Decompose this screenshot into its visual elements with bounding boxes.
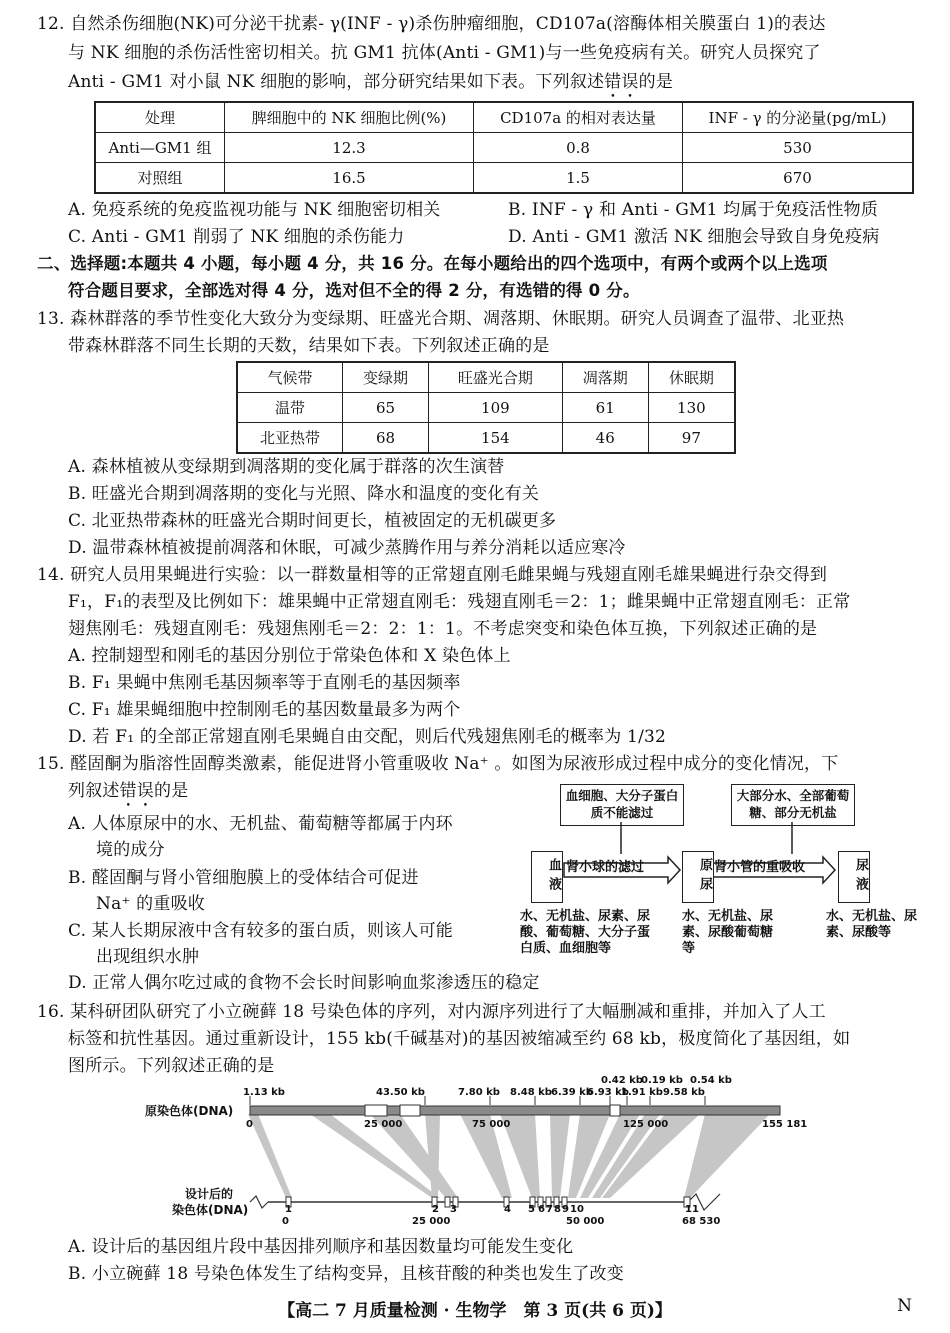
q13-cell: 温带 <box>237 393 343 423</box>
new-mark: 6 <box>538 1204 545 1215</box>
q12-th-2: CD107a 的相对表达量 <box>474 102 683 133</box>
box-blood: 血液 <box>531 851 563 903</box>
size-label: 6.39 kb <box>551 1087 593 1098</box>
q15-option-b-line2: Na⁺ 的重吸收 <box>96 894 205 914</box>
size-label: 0.19 kb <box>641 1075 683 1086</box>
q14-option-c: C. F₁ 雄果蝇细胞中控制刚毛的基因数量最多为两个 <box>68 700 461 720</box>
original-chromosome-label: 原染色体(DNA) <box>145 1104 234 1118</box>
q13-option-a: A. 森林植被从变绿期到凋落期的变化属于群落的次生演替 <box>68 457 505 477</box>
size-label: 0.54 kb <box>690 1075 732 1086</box>
q16-stem-line2: 标签和抗性基因。通过重新设计，155 kb(千碱基对)的基因被缩减至约 68 kb，极度简化了基因组，如 <box>68 1029 851 1049</box>
q12-cell: 1.5 <box>474 163 683 194</box>
q13-table <box>236 361 736 454</box>
q12-cell: 0.8 <box>474 133 683 163</box>
diagram-note-reabsorption: 大部分水、全部葡萄糖、部分无机盐 <box>731 784 855 826</box>
size-label: 6.93 kb <box>587 1087 629 1098</box>
q13-cell: 北亚热带 <box>237 423 343 454</box>
map-band <box>550 1114 570 1198</box>
q13-cell: 154 <box>428 423 562 454</box>
q15-emphasis: 错误 <box>119 781 155 801</box>
contents-urine: 水、无机盐、尿素、尿酸等 <box>826 909 918 940</box>
q12-th-0: 处理 <box>95 102 225 133</box>
q15-stem-text: 列叙述 <box>68 781 120 801</box>
q12-option-b: B. INF - γ 和 Anti - GM1 均属于免疫活性物质 <box>508 200 879 220</box>
size-label: 7.80 kb <box>458 1087 500 1098</box>
q16-stem-line1: 16. 某科研团队研究了小立碗藓 18 号染色体的序列，对内源序列进行了大幅删减和重排，并加入了人工 <box>37 1002 826 1022</box>
size-label: 1.91 kb <box>621 1087 663 1098</box>
new-tick: 50 000 <box>566 1216 605 1227</box>
q12-th-1: 脾细胞中的 NK 细胞比例(%) <box>225 102 474 133</box>
q13-cell: 68 <box>343 423 429 454</box>
q12-stem-line1: 12. 自然杀伤细胞(NK)可分泌干扰素- γ(INF - γ)杀伤肿瘤细胞，CD107a(溶酶体相关膜蛋白 1)的表达 <box>37 14 826 34</box>
q12-cell: 对照组 <box>95 163 225 194</box>
size-label: 0.42 kb <box>601 1075 643 1086</box>
q13-stem-line1: 13. 森林群落的季节性变化大致分为变绿期、旺盛光合期、凋落期、休眠期。研究人员调查了温带、北亚热 <box>37 309 845 329</box>
q13-cell: 130 <box>648 393 735 423</box>
q13-th-1: 变绿期 <box>343 362 429 393</box>
new-mark: 11 <box>685 1204 699 1215</box>
new-mark: 7 <box>546 1204 553 1215</box>
designed-chromosome-label-1: 设计后的 <box>185 1187 234 1201</box>
box-primary-urine: 原尿 <box>682 851 714 903</box>
q13-option-b: B. 旺盛光合期到凋落期的变化与光照、降水和温度的变化有关 <box>68 484 540 504</box>
q14-stem-line3: 翅焦刚毛：残翅直刚毛：残翅焦刚毛＝2：2：1：1。不考虑突变和染色体互换，下列叙述正确的是 <box>68 619 818 639</box>
q12-th-3: INF - γ 的分泌量(pg/mL) <box>683 102 914 133</box>
original-chromosome-bar <box>250 1106 780 1115</box>
deleted-segment <box>365 1105 387 1116</box>
q13-cell: 61 <box>562 393 648 423</box>
page-footer: 【高二 7 月质量检测 · 生物学 第 3 页(共 6 页)】 <box>278 1301 672 1321</box>
q14-option-a: A. 控制翅型和刚毛的基因分别位于常染色体和 X 染色体上 <box>68 646 511 666</box>
map-band <box>248 1114 292 1198</box>
q15-option-d: D. 正常人偶尔吃过咸的食物不会长时间影响血浆渗透压的稳定 <box>68 973 540 993</box>
q15-option-c-line2: 出现组织水肿 <box>96 947 200 967</box>
q13-th-4: 休眠期 <box>648 362 735 393</box>
section2-heading-line1: 二、选择题:本题共 4 小题，每小题 4 分，共 16 分。在每小题给出的四个选项中，有两个或两个以上选项 <box>37 254 828 273</box>
arrow-label-filtration: 肾小球的滤过 <box>566 860 645 875</box>
q12-cell: 530 <box>683 133 914 163</box>
size-label: 1.13 kb <box>243 1087 285 1098</box>
q13-th-3: 凋落期 <box>562 362 648 393</box>
designed-chromosome-label-2: 染色体(DNA) <box>172 1203 249 1217</box>
new-mark: 5 <box>528 1204 535 1215</box>
q15-stem-line2 <box>68 779 188 811</box>
q15-option-c-line1: C. 某人长期尿液中含有较多的蛋白质，则该人可能 <box>68 921 454 941</box>
q16-option-a: A. 设计后的基因组片段中基因排列顺序和基因数量均可能发生变化 <box>68 1237 574 1257</box>
q12-stem-line2: 与 NK 细胞的杀伤活性密切相关。抗 GM1 抗体(Anti - GM1)与一些免疫病有关。研究人员探究了 <box>68 43 821 63</box>
q12-option-a: A. 免疫系统的免疫监视功能与 NK 细胞密切相关 <box>68 200 441 220</box>
q15-stem-end: 的是 <box>154 781 189 801</box>
orig-tick: 75 000 <box>472 1119 511 1130</box>
q12-stem-end: 的是 <box>638 72 674 92</box>
q13-th-2: 旺盛光合期 <box>428 362 562 393</box>
q14-stem-line2: F₁，F₁的表型及比例如下：雄果蝇中正常翅直刚毛：残翅直刚毛＝2：1；雌果蝇中正常翅直刚毛：正常 <box>68 592 851 612</box>
q12-option-c: C. Anti - GM1 削弱了 NK 细胞的杀伤能力 <box>68 227 405 247</box>
new-mark: 8 <box>554 1204 561 1215</box>
q16-stem-line3: 图所示。下列叙述正确的是 <box>68 1056 275 1076</box>
q15-option-a-line2: 境的成分 <box>96 840 165 860</box>
orig-tick: 155 181 <box>762 1119 808 1130</box>
q12-cell: Anti—GM1 组 <box>95 133 225 163</box>
section2-heading-line2: 符合题目要求，全部选对得 4 分，选对但不全的得 2 分，有选错的得 0 分。 <box>68 281 640 300</box>
new-mark: 9 <box>562 1204 569 1215</box>
orig-tick: 0 <box>246 1119 253 1130</box>
orig-tick: 25 000 <box>364 1119 403 1130</box>
q12-cell: 12.3 <box>225 133 474 163</box>
new-tick: 68 530 <box>682 1216 721 1227</box>
q13-cell: 97 <box>648 423 735 454</box>
new-mark: 10 <box>570 1204 584 1215</box>
box-urine: 尿液 <box>838 851 870 903</box>
size-label: 8.48 kb <box>510 1087 552 1098</box>
q13-cell: 46 <box>562 423 648 454</box>
break-symbol-left <box>250 1196 268 1208</box>
new-mark: 1 <box>285 1204 292 1215</box>
q12-stem-text: Anti - GM1 对小鼠 NK 细胞的影响，部分研究结果如下表。下列叙述 <box>68 72 605 92</box>
new-tick: 25 000 <box>412 1216 451 1227</box>
q15-option-b-line1: B. 醛固酮与肾小管细胞膜上的受体结合可促进 <box>68 868 419 888</box>
new-mark: 4 <box>504 1204 511 1215</box>
q14-option-d: D. 若 F₁ 的全部正常翅直刚毛果蝇自由交配，则后代残翅焦刚毛的概率为 1/32 <box>68 727 667 747</box>
contents-primary-urine: 水、无机盐、尿素、尿酸葡萄糖等 <box>682 909 774 956</box>
deleted-segment <box>400 1105 420 1116</box>
q15-option-a-line1: A. 人体原尿中的水、无机盐、葡萄糖等都属于内环 <box>68 814 453 834</box>
new-mark: 2 <box>432 1204 439 1215</box>
version-mark: N <box>897 1296 912 1316</box>
q13-stem-line2: 带森林群落不同生长期的天数，结果如下表。下列叙述正确的是 <box>68 336 550 356</box>
q13-option-d: D. 温带森林植被提前凋落和休眠，可减少蒸腾作用与养分消耗以适应寒冷 <box>68 538 626 558</box>
q13-cell: 65 <box>343 393 429 423</box>
contents-blood: 水、无机盐、尿素、尿酸、葡萄糖、大分子蛋白质、血细胞等 <box>520 909 651 956</box>
q16-option-b: B. 小立碗藓 18 号染色体发生了结构变异，且核苷酸的种类也发生了改变 <box>68 1264 624 1284</box>
orig-tick: 125 000 <box>623 1119 669 1130</box>
q12-option-d: D. Anti - GM1 激活 NK 细胞会导致自身免疫病 <box>508 227 880 247</box>
q12-cell: 670 <box>683 163 914 194</box>
q15-stem-line1: 15. 醛固酮为脂溶性固醇类激素，能促进肾小管重吸收 Na⁺ 。如图为尿液形成过程中成分的变化情况，下 <box>37 754 839 774</box>
deleted-segment <box>610 1105 620 1116</box>
q13-th-0: 气候带 <box>237 362 343 393</box>
diagram-note-filtration: 血细胞、大分子蛋白质不能滤过 <box>560 784 684 826</box>
arrow-label-reabsorption: 肾小管的重吸收 <box>714 860 806 875</box>
q14-stem-line1: 14. 研究人员用果蝇进行实验：以一群数量相等的正常翅直刚毛雌果蝇与残翅直刚毛雄果蝇进行杂交得到 <box>37 565 828 585</box>
size-label: 9.58 kb <box>663 1087 705 1098</box>
q12-cell: 16.5 <box>225 163 474 194</box>
q12-emphasis: 错误 <box>604 72 639 92</box>
map-band <box>684 1114 770 1198</box>
q14-option-b: B. F₁ 果蝇中焦刚毛基因频率等于直刚毛的基因频率 <box>68 673 461 693</box>
new-tick: 0 <box>282 1216 289 1227</box>
q12-table <box>94 101 914 194</box>
size-label: 43.50 kb <box>376 1087 425 1098</box>
new-mark: 3 <box>450 1204 457 1215</box>
q13-cell: 109 <box>428 393 562 423</box>
q12-stem-line3 <box>68 70 673 102</box>
q13-option-c: C. 北亚热带森林的旺盛光合期时间更长，植被固定的无机碳更多 <box>68 511 557 531</box>
